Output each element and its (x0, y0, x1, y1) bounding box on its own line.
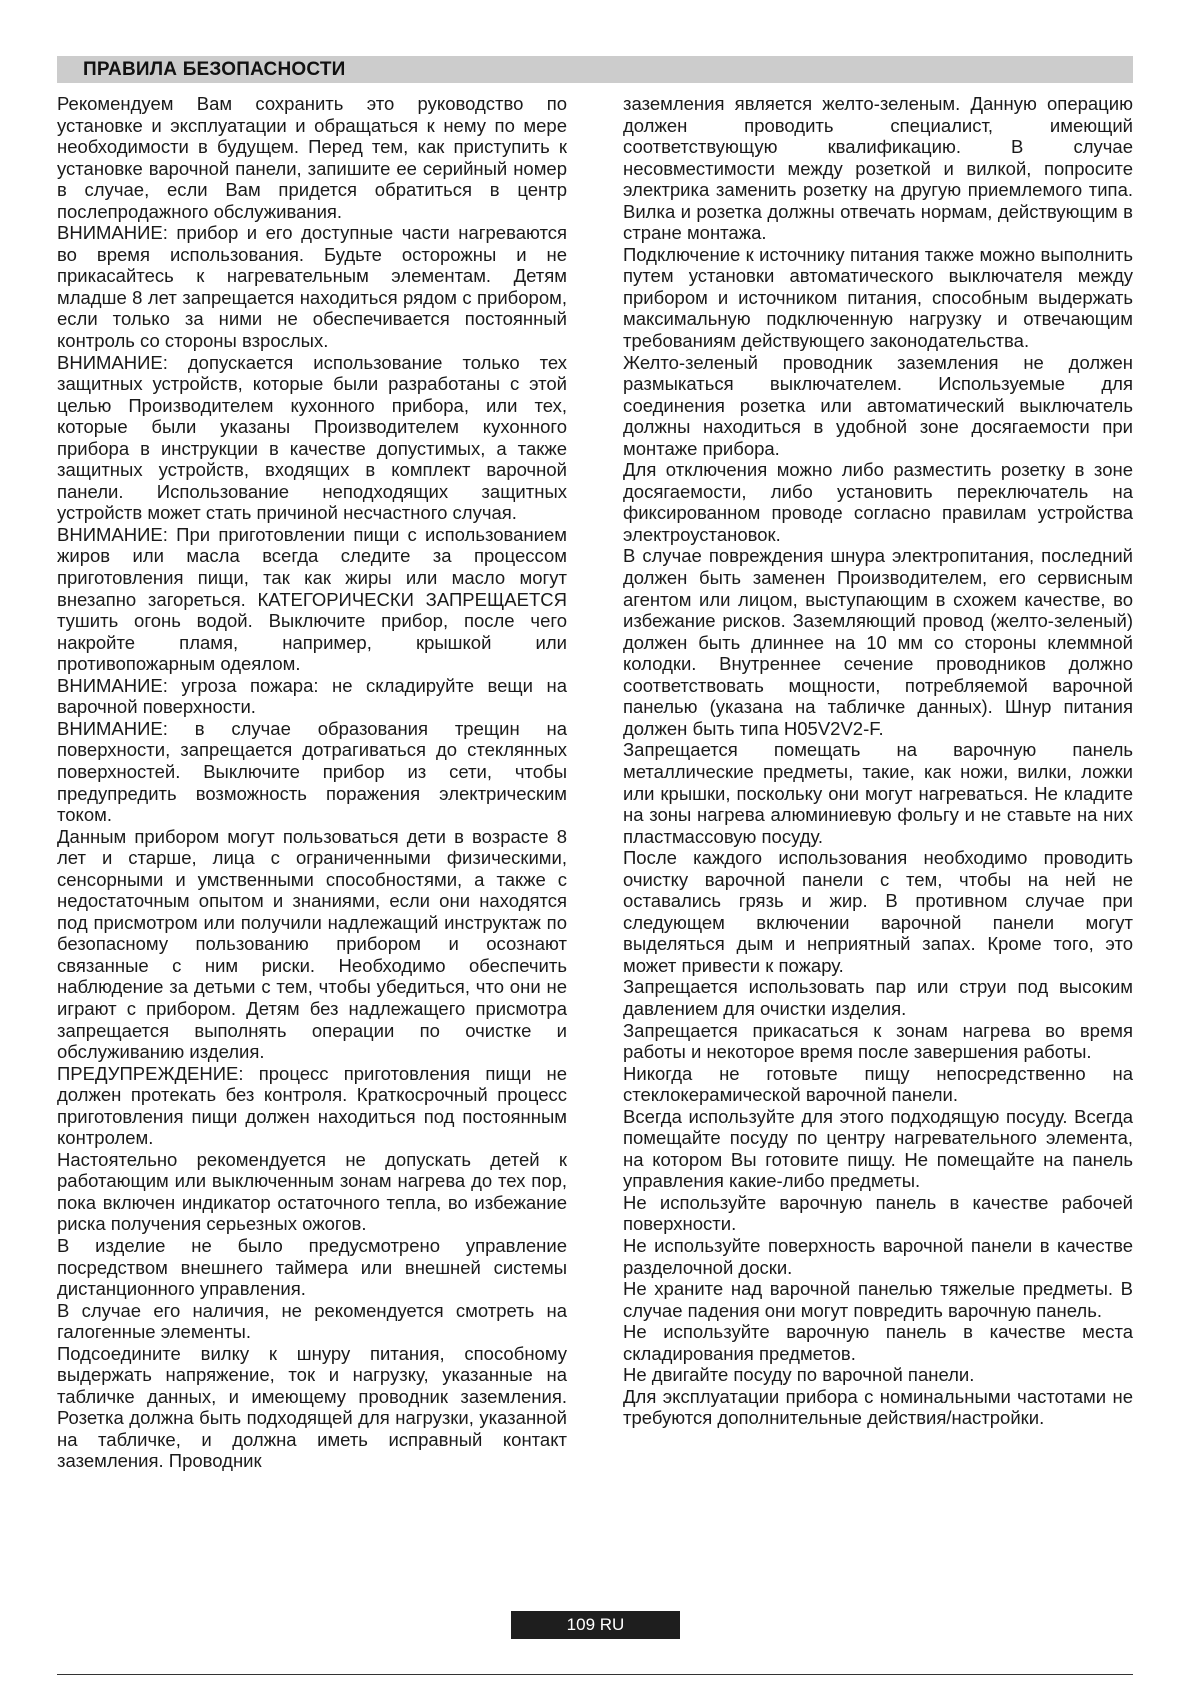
paragraph: ВНИМАНИЕ: угроза пожара: не складируйте вещи на варочной поверхности. (57, 674, 567, 718)
paragraph: В случае повреждения шнура электропитания, последний должен быть заменен Производителем, его сервисным агентом или лицом, выступающим в схожем качестве, во избежание рисков. Заземляющий провод (желто-зеленый) должен быть длиннее на 10 мм со стороны клеммной колодки. Внутреннее сечение проводников должно соответствовать мощности, потребляемой варочной панелью (указана на табличке данных). Шнур питания должен быть типа H05V2V2-F. (623, 545, 1133, 739)
paragraph: После каждого использования необходимо проводить очистку варочной панели с тем, чтобы на ней не оставались грязь и жир. В противном случае при следующем включении варочной панели могут выделяться дым и неприятный запах. Кроме того, это может привести к пожару. (623, 847, 1133, 976)
section-header-bar (57, 56, 1133, 83)
paragraph: Данным прибором могут пользоваться дети в возрасте 8 лет и старше, лица с ограниченными физическими, сенсорными и умственными способностями, а также с недостаточным опытом и знаниями, если они находятся под присмотром или получили надлежащий инструктаж по безопасному пользованию прибором и осознают связанные с ним риски. Необходимо обеспечить наблюдение за детьми с тем, чтобы убедиться, что они не играют с прибором. Детям без надлежащего присмотра запрещается выполнять операции по очистке и обслуживанию изделия. (57, 825, 567, 1063)
page-number: 109 RU (511, 1611, 680, 1639)
paragraph: ВНИМАНИЕ: прибор и его доступные части нагреваются во время использования. Будьте осторожны и не прикасайтесь к нагревательным элементам. Детям младше 8 лет запрещается находиться рядом с прибором, если только за ними не обеспечивается постоянный контроль со стороны взрослых. (57, 222, 567, 352)
paragraph: В случае его наличия, не рекомендуется смотреть на галогенные элементы. (57, 1299, 567, 1343)
paragraph: ВНИМАНИЕ: в случае образования трещин на поверхности, запрещается дотрагиваться до стеклянных поверхностей. Выключите прибор из сети, чтобы предупредить возможность поражения электрическим током. (57, 717, 567, 826)
paragraph: Не используйте варочную панель в качестве рабочей поверхности. (623, 1191, 1133, 1235)
paragraph: Подсоедините вилку к шнуру питания, способному выдержать напряжение, ток и нагрузку, указанные на табличке данных, и имеющему проводник заземления. Розетка должна быть подходящей для нагрузки, указанной на табличке, и должна иметь исправный контакт заземления. Проводник (57, 1342, 567, 1472)
paragraph: Рекомендуем Вам сохранить это руководство по установке и эксплуатации и обращаться к нему по мере необходимости в будущем. Перед тем, как приступить к установке варочной панели, запишите ее серийный номер в случае, если Вам придется обратиться в центр послепродажного обслуживания. (57, 93, 567, 222)
paragraph: В изделие не было предусмотрено управление посредством внешнего таймера или внешней системы дистанционного управления. (57, 1234, 567, 1300)
paragraph: Запрещается использовать пар или струи под высоким давлением для очистки изделия. (623, 976, 1133, 1019)
paragraph: Не двигайте посуду по варочной панели. (623, 1364, 975, 1386)
paragraph: Запрещается прикасаться к зонам нагрева во время работы и некоторое время после завершения работы. (623, 1019, 1133, 1063)
paragraph: Запрещается помещать на варочную панель металлические предметы, такие, как ножи, вилки, ложки или крышки, поскольку они могут нагреваться. Не кладите на зоны нагрева алюминиевую фольгу и не ставьте на них пластмассовую посуду. (623, 739, 1133, 847)
paragraph: Подключение к источнику питания также можно выполнить путем установки автоматического выключателя между прибором и источником питания, способным выдержать максимальную подключенную нагрузку и отвечающим требованиям действующего законодательства. (623, 243, 1133, 352)
section-title: ПРАВИЛА БЕЗОПАСНОСТИ (83, 59, 346, 80)
right-column (623, 93, 1133, 1429)
paragraph: Для эксплуатации прибора с номинальными частотами не требуются дополнительные действия/настройки. (623, 1385, 1133, 1429)
bottom-divider (57, 1674, 1133, 1675)
paragraph: Не храните над варочной панелью тяжелые предметы. В случае падения они могут повредить варочную панель. (623, 1278, 1133, 1321)
paragraph: Желто-зеленый проводник заземления не должен размыкаться выключателем. Используемые для соединения розетка или автоматический выключатель должны находиться в удобной зоне досягаемости при монтаже прибора. (623, 351, 1133, 459)
paragraph: Для отключения можно либо разместить розетку в зоне досягаемости, либо установить переключатель на фиксированном проводе согласно правилам устройства электроустановок. (623, 459, 1133, 545)
paragraph: ВНИМАНИЕ: допускается использование только тех защитных устройств, которые были разработаны с этой целью Производителем кухонного прибора, или тех, которые были указаны Производителем кухонного прибора в инструкции в качестве допустимых, а также защитных устройств, входящих в комплект варочной панели. Использование неподходящих защитных устройств может стать причиной несчастного случая. (57, 351, 567, 524)
left-column (57, 93, 567, 1472)
paragraph: Не используйте поверхность варочной панели в качестве разделочной доски. (623, 1234, 1133, 1278)
paragraph: ВНИМАНИЕ: При приготовлении пищи с использованием жиров или масла всегда следите за процессом приготовления пищи, так как жиры или масло могут внезапно загореться. КАТЕГОРИЧЕСКИ ЗАПРЕЩАЕТСЯ тушить огонь водой. Выключите прибор, после чего накройте пламя, например, крышкой или противопожарным одеялом. (57, 523, 567, 675)
paragraph: Не используйте варочную панель в качестве места складирования предметов. (623, 1321, 1133, 1364)
paragraph: Всегда используйте для этого подходящую посуду. Всегда помещайте посуду по центру нагревательного элемента, на котором Вы готовите пищу. Не помещайте на панель управления какие-либо предметы. (623, 1105, 1133, 1192)
paragraph: ПРЕДУПРЕЖДЕНИЕ: процесс приготовления пищи не должен протекать без контроля. Краткосрочный процесс приготовления пищи должен находиться под постоянным контролем. (57, 1062, 567, 1149)
paragraph: заземления является желто-зеленым. Данную операцию должен проводить специалист, имеющий соответствующую квалификацию. В случае несовместимости между розеткой и вилкой, попросите электрика заменить розетку на другую приемлемого типа. Вилка и розетка должны отвечать нормам, действующим в стране монтажа. (623, 93, 1133, 244)
paragraph: Настоятельно рекомендуется не допускать детей к работающим или выключенным зонам нагрева до тех пор, пока включен индикатор остаточного тепла, во избежание риска получения серьезных ожогов. (57, 1148, 567, 1235)
paragraph: Никогда не готовьте пищу непосредственно на стеклокерамической варочной панели. (623, 1062, 1133, 1106)
